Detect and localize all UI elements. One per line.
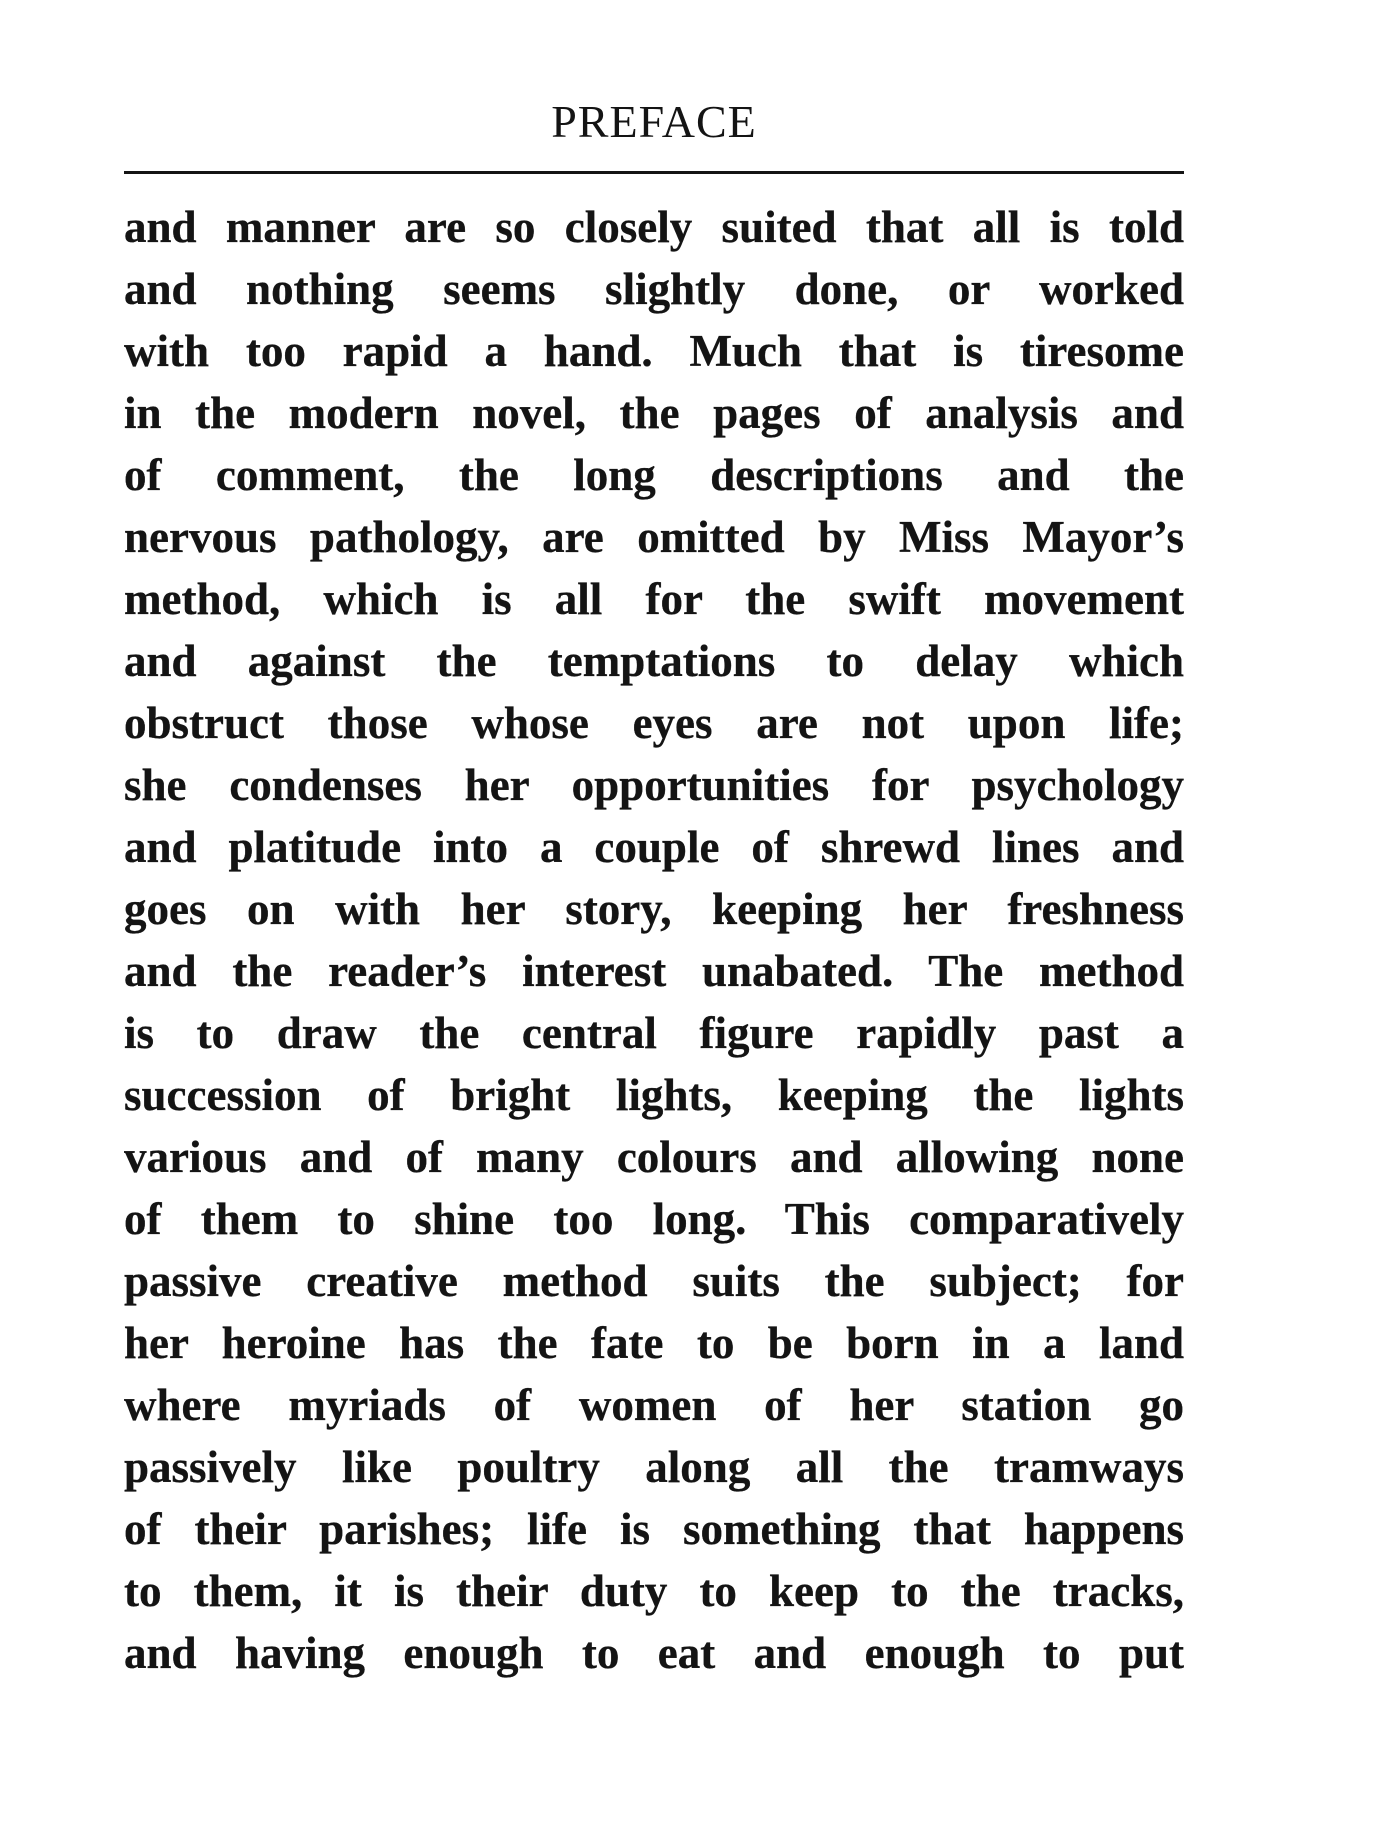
text-line: and the reader’s interest unabated. The method bbox=[124, 946, 1184, 996]
text-line: goes on with her story, keeping her freshness bbox=[124, 884, 1184, 934]
text-line: she condenses her opportunities for psychology bbox=[124, 760, 1184, 810]
text-line: succession of bright lights, keeping the lights bbox=[124, 1070, 1184, 1120]
text-line: in the modern novel, the pages of analysis and bbox=[124, 388, 1184, 438]
text-line: passively like poultry along all the tramways bbox=[124, 1442, 1184, 1492]
text-line: and nothing seems slightly done, or worked bbox=[124, 264, 1184, 314]
text-line: nervous pathology, are omitted by Miss Mayor’s bbox=[124, 512, 1184, 562]
text-line: is to draw the central figure rapidly past a bbox=[124, 1008, 1184, 1058]
header-rule bbox=[124, 171, 1184, 174]
running-head: PREFACE bbox=[551, 96, 757, 147]
text-line: various and of many colours and allowing none bbox=[124, 1132, 1184, 1182]
text-line: of them to shine too long. This comparatively bbox=[124, 1194, 1184, 1244]
text-line: with too rapid a hand. Much that is tiresome bbox=[124, 326, 1184, 376]
text-line: and platitude into a couple of shrewd lines and bbox=[124, 822, 1184, 872]
text-line: of their parishes; life is something that happens bbox=[124, 1504, 1184, 1554]
text-line: where myriads of women of her station go bbox=[124, 1380, 1184, 1430]
text-line: of comment, the long descriptions and the bbox=[124, 450, 1184, 500]
text-line: and having enough to eat and enough to put bbox=[124, 1628, 1184, 1678]
text-line: method, which is all for the swift movement bbox=[124, 574, 1184, 624]
text-line: to them, it is their duty to keep to the tracks, bbox=[124, 1566, 1184, 1616]
text-line: and manner are so closely suited that all is told bbox=[124, 202, 1184, 252]
text-line: passive creative method suits the subject; for bbox=[124, 1256, 1184, 1306]
text-line: and against the temptations to delay which bbox=[124, 636, 1184, 686]
text-line: her heroine has the fate to be born in a land bbox=[124, 1318, 1184, 1368]
body-text bbox=[124, 196, 1184, 1684]
text-line: obstruct those whose eyes are not upon life; bbox=[124, 698, 1184, 748]
